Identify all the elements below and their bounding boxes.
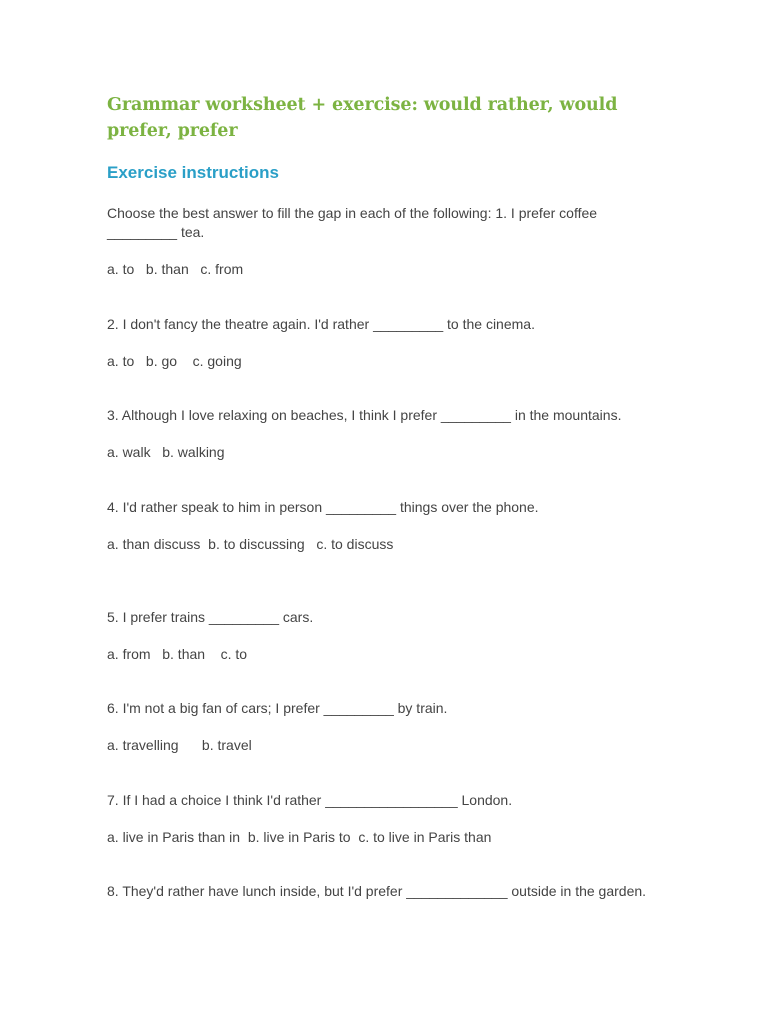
question-5: 5. I prefer trains _________ cars. [107,609,314,625]
worksheet-page [107,92,667,899]
question-4: 4. I'd rather speak to him in person _________ things over the phone. [107,499,539,515]
options-3: a. walk b. walking [107,444,225,460]
options-4: a. than discuss b. to discussing c. to discuss [107,536,394,552]
question-7: 7. If I had a choice I think I'd rather _________________ London. [107,792,513,808]
question-6: 6. I'm not a big fan of cars; I prefer _________ by train. [107,700,448,716]
section-heading: Exercise instructions [107,163,279,182]
question-2: 2. I don't fancy the theatre again. I'd rather _________ to the cinema. [107,316,535,332]
question-3: 3. Although I love relaxing on beaches, I think I prefer _________ in the mountains. [107,407,622,423]
question-1: Choose the best answer to fill the gap in each of the following: 1. I prefer coffee _________ tea. [107,205,601,240]
options-7: a. live in Paris than in b. live in Paris to c. to live in Paris than [107,829,492,845]
options-1: a. to b. than c. from [107,261,244,277]
question-8: 8. They'd rather have lunch inside, but I'd prefer _____________ outside in the garden. [107,883,647,899]
options-5: a. from b. than c. to [107,646,248,662]
options-6: a. travelling b. travel [107,737,252,753]
page-title: Grammar worksheet + exercise: would rather, would prefer, prefer [107,95,618,141]
options-2: a. to b. go c. going [107,353,242,369]
